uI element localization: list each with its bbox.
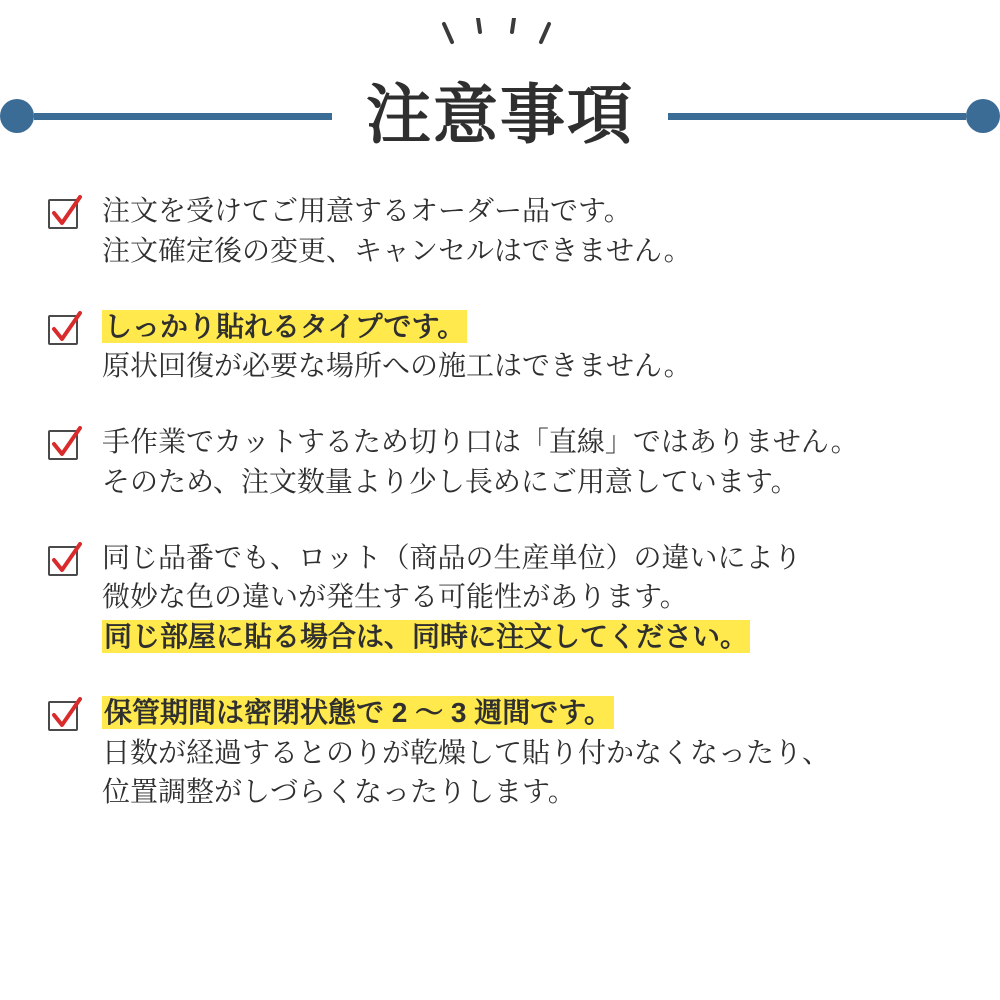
page-header — [0, 0, 1000, 175]
note-line: 微妙な色の違いが発生する可能性があります。 — [102, 581, 688, 613]
note-line-highlighted: 同じ部屋に貼る場合は、同時に注文してください。 — [104, 621, 749, 652]
note-text-block — [102, 307, 960, 387]
rule-line-left — [34, 113, 332, 120]
page-title: 注意事項 — [366, 77, 635, 151]
note-line: 注文確定後の変更、キャンセルはできません。 — [102, 234, 692, 266]
notice-list — [0, 191, 1000, 812]
list-item — [46, 422, 960, 502]
note-line: そのため、注文数量より少し長めにご用意しています。 — [102, 465, 799, 497]
note-line: 原状回復が必要な場所への施工はできません。 — [102, 350, 692, 382]
list-item — [46, 191, 960, 271]
note-text-block — [102, 693, 960, 812]
note-line-highlighted: 保管期間は密閉状態で 2 ～ 3 週間です。 — [104, 696, 613, 728]
list-item — [46, 538, 960, 657]
checkbox-checked-icon — [46, 311, 84, 349]
note-text-block — [102, 191, 960, 271]
rule-dot-left — [0, 99, 34, 133]
checkbox-checked-icon — [46, 195, 84, 233]
note-text-block — [102, 422, 960, 502]
checkbox-checked-icon — [46, 697, 84, 735]
note-line: 位置調整がしづらくなったりします。 — [102, 776, 576, 808]
checkbox-checked-icon — [46, 426, 84, 464]
list-item — [46, 307, 960, 387]
sparkle-lines-icon — [0, 18, 1000, 68]
note-line: 注文を受けてご用意するオーダー品です。 — [102, 195, 632, 226]
note-line: 同じ品番でも、ロット（商品の生産単位）の違いにより — [102, 541, 802, 573]
title-rule-row — [0, 77, 1000, 151]
note-text-block — [102, 538, 960, 657]
rule-line-right — [668, 113, 966, 120]
checkbox-checked-icon — [46, 542, 84, 580]
note-line: 日数が経過するとのりが乾燥して貼り付かなくなったり、 — [102, 736, 831, 768]
rule-dot-right — [966, 99, 1000, 133]
list-item — [46, 693, 960, 812]
note-line: 手作業でカットするため切り口は「直線」ではありません。 — [102, 426, 859, 457]
note-line-highlighted: しっかり貼れるタイプです。 — [104, 310, 466, 342]
